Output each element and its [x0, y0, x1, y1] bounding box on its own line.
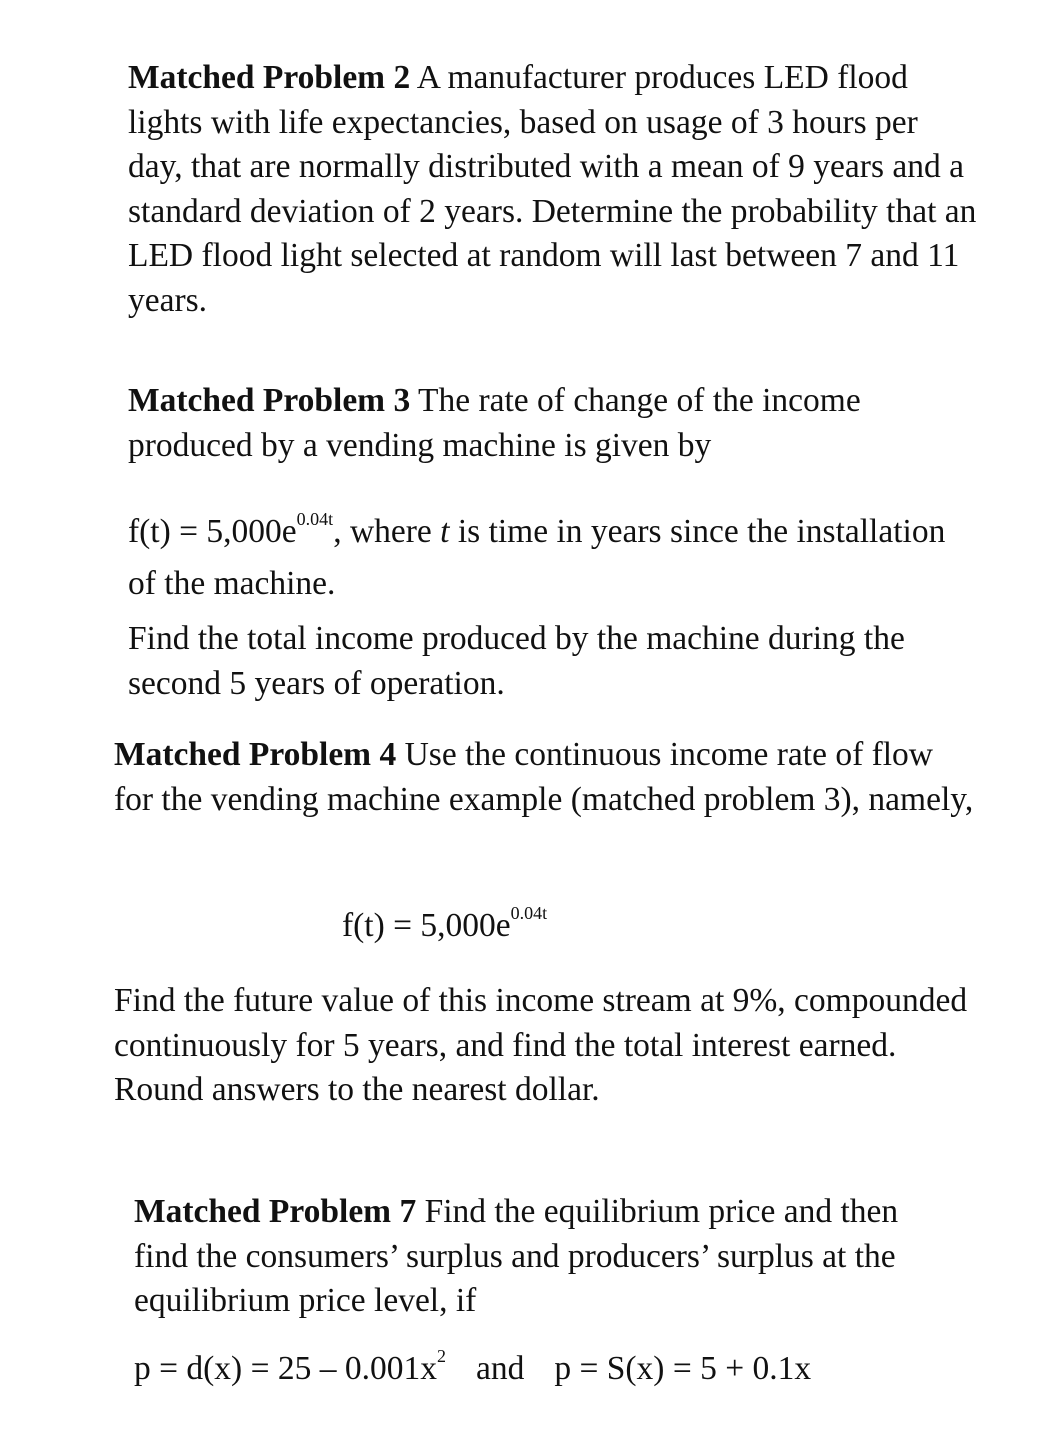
- problem-7-demand-exponent: 2: [436, 1346, 446, 1366]
- problem-4-formula-exponent: 0.04t: [510, 903, 548, 923]
- matched-problem-3: [128, 379, 948, 468]
- problem-2-paragraph: [128, 56, 978, 323]
- problem-4-formula-lhs: f(t) = 5,000e: [342, 907, 511, 945]
- problem-3-label: Matched Problem 3: [128, 382, 411, 419]
- problem-3-where: , where: [333, 513, 432, 551]
- problem-4-question-block: [114, 979, 974, 1113]
- problem-3-intro-paragraph: [128, 379, 948, 468]
- problem-2-label: Matched Problem 2: [128, 59, 411, 96]
- problem-3-formula-exponent: 0.04t: [296, 509, 334, 529]
- problem-4-formula-block: [342, 896, 742, 949]
- problem-2-text: A manufacturer produces LED flood lights with life expectancies, based on usage of 3 hours per day, that are normally distributed with a mean of 9 years and a standard deviation of 2 years. Determine the probability that an LED flood light selected at random will last between 7 and 11 years.: [128, 59, 977, 319]
- matched-problem-7: [134, 1190, 954, 1324]
- problem-7-supply-equation: p = S(x) = 5 + 0.1x: [554, 1350, 812, 1388]
- matched-problem-2: [128, 56, 978, 323]
- problem-3-formula: [128, 509, 334, 551]
- problem-4-intro-paragraph: [114, 733, 974, 822]
- problem-7-intro: Find the equilibrium price and then find the consumers’ surplus and producers’ surplus at the equilibrium price level, if: [134, 1193, 899, 1319]
- problem-4-intro: Use the continuous income rate of flow for the vending machine example (matched problem 3), namely,: [114, 736, 974, 818]
- problem-7-and: and: [475, 1350, 525, 1388]
- problem-3-question-block: [128, 617, 978, 706]
- matched-problem-4: [114, 733, 974, 822]
- problem-3-after-variable: is time in years since the installation of the machine.: [128, 513, 946, 603]
- problem-4-question: Find the future value of this income stream at 9%, compounded continuously for 5 years, and find the total interest earned. Round answers to the nearest dollar.: [114, 982, 968, 1108]
- problem-7-demand: p = d(x) = 25 – 0.001x: [134, 1350, 437, 1388]
- problem-3-intro: The rate of change of the income produced by a vending machine is given by: [128, 382, 861, 464]
- problem-3-formula-paragraph: [128, 498, 948, 610]
- problem-7-label: Matched Problem 7: [134, 1193, 417, 1230]
- problem-3-formula-lhs: f(t) = 5,000e: [128, 513, 297, 551]
- problem-7-intro-paragraph: [134, 1190, 954, 1324]
- problem-7-equations: [134, 1339, 954, 1392]
- problem-3-question: Find the total income produced by the machine during the second 5 years of operation.: [128, 620, 905, 702]
- problem-4-label: Matched Problem 4: [114, 736, 397, 773]
- problem-7-demand-equation: [134, 1346, 446, 1388]
- problem-4-formula: [342, 903, 548, 945]
- problem-3-variable: t: [440, 513, 450, 551]
